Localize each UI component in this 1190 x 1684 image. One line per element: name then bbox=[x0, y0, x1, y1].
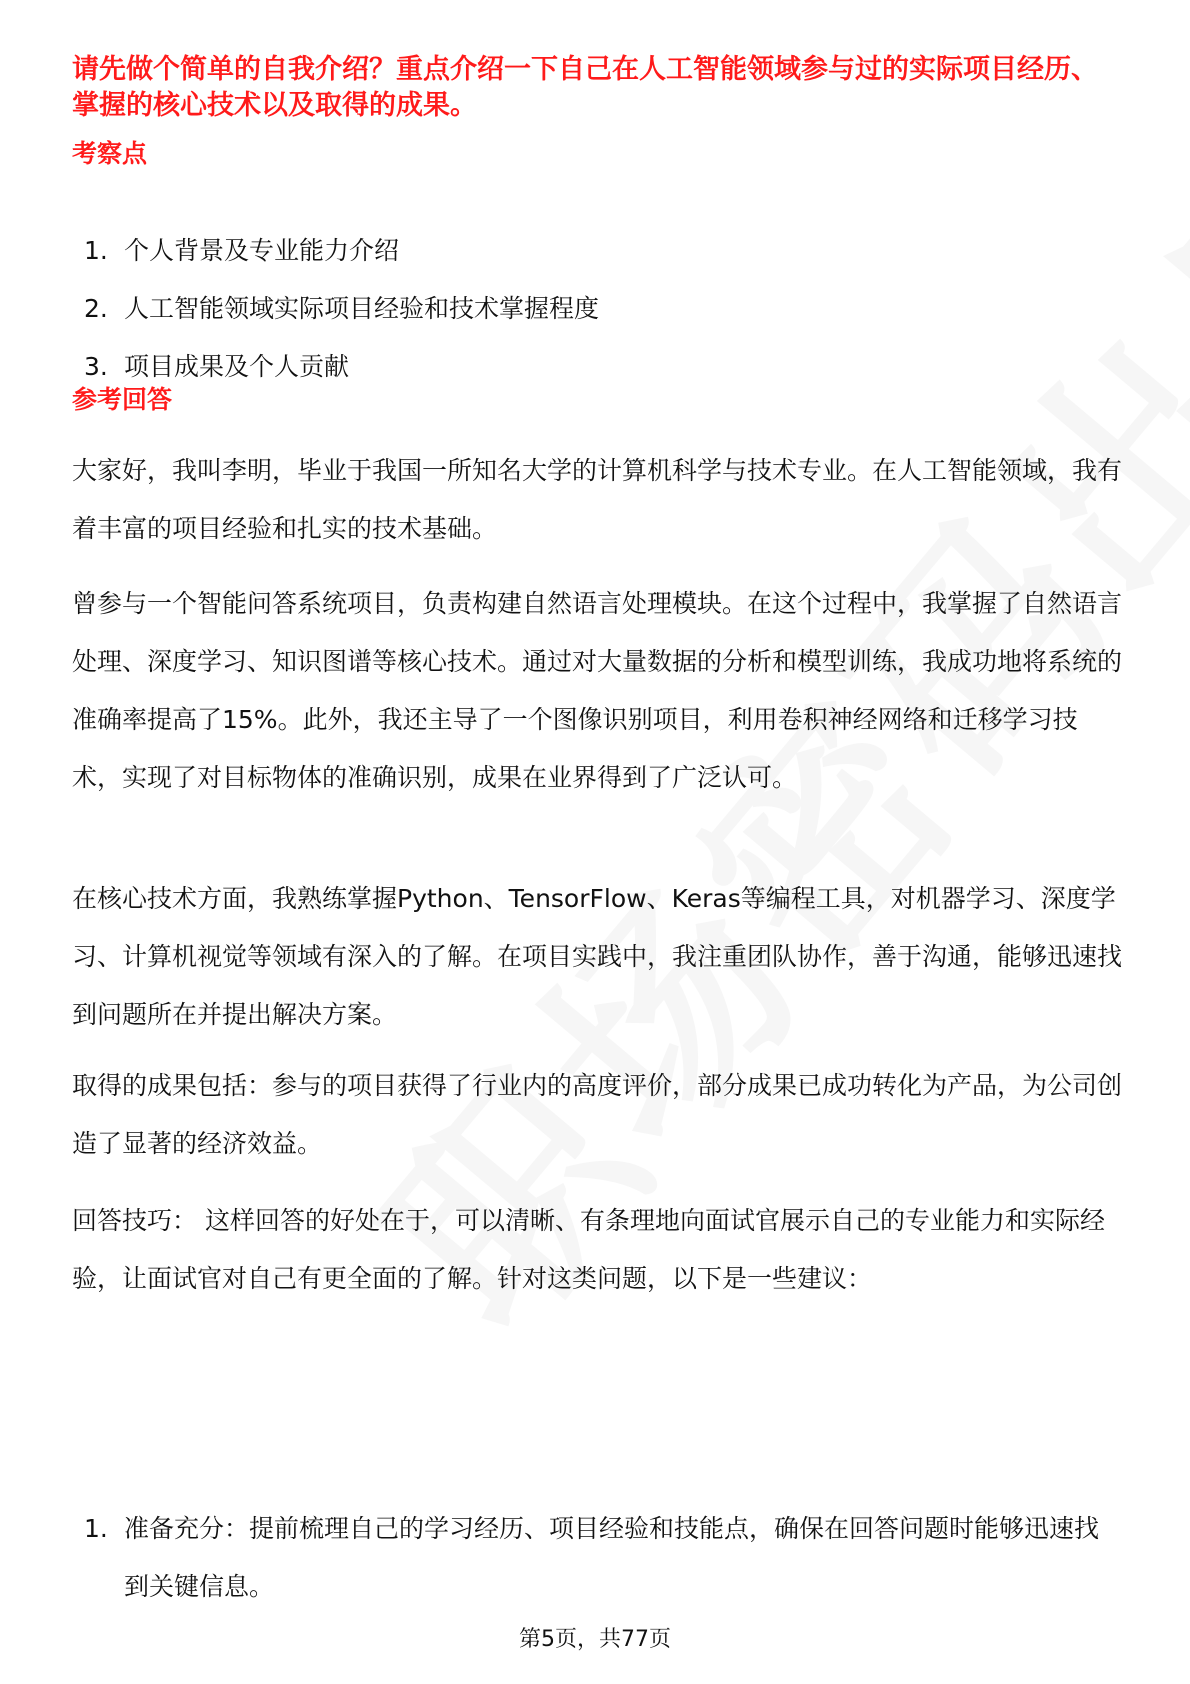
list-item bbox=[72, 1500, 1122, 1616]
list-item-text: 个人背景及专业能力介绍 bbox=[124, 236, 400, 265]
answer-paragraph: 大家好，我叫李明，毕业于我国一所知名大学的计算机科学与技术专业。在人工智能领域，我有着丰富的项目经验和扎实的技术基础。 bbox=[72, 456, 1123, 543]
list-number: 2. bbox=[84, 294, 108, 323]
page-number: 第5页，共77页 bbox=[519, 1627, 671, 1652]
list-number: 3. bbox=[84, 352, 108, 381]
exam-points-title: 考察点 bbox=[72, 139, 148, 168]
list-item-text: 项目成果及个人贡献 bbox=[124, 352, 350, 381]
list-item-text: 准备充分：提前梳理自己的学习经历、项目经验和技能点，确保在回答问题时能够迅速找到关键信息。 bbox=[124, 1514, 1100, 1601]
question-heading: 请先做个简单的自我介绍？重点介绍一下自己在人工智能领域参与过的实际项目经历、掌握的核心技术以及取得的成果。 bbox=[72, 54, 1098, 121]
answer-paragraph: 曾参与一个智能问答系统项目，负责构建自然语言处理模块。在这个过程中，我掌握了自然语言处理、深度学习、知识图谱等核心技术。通过对大量数据的分析和模型训练，我成功地将系统的准确率提高了15%。此外，我还主导了一个图像识别项目，利用卷积神经网络和迁移学习技术，实现了对目标物体的准确识别，成果在业界得到了广泛认可。 bbox=[72, 589, 1123, 792]
list-item bbox=[72, 280, 599, 338]
answer-paragraph: 取得的成果包括：参与的项目获得了行业内的高度评价，部分成果已成功转化为产品，为公司创造了显著的经济效益。 bbox=[72, 1071, 1123, 1158]
answer-tips-paragraph: 回答技巧： 这样回答的好处在于，可以清晰、有条理地向面试官展示自己的专业能力和实际经验，让面试官对自己有更全面的了解。针对这类问题，以下是一些建议： bbox=[72, 1206, 1105, 1293]
list-item bbox=[72, 222, 599, 280]
tips-list bbox=[72, 1500, 1122, 1616]
list-number: 1. bbox=[84, 1514, 108, 1543]
exam-points-list bbox=[72, 222, 599, 396]
list-number: 1. bbox=[84, 236, 108, 265]
reference-answer-title: 参考回答 bbox=[72, 385, 173, 414]
list-item-text: 人工智能领域实际项目经验和技术掌握程度 bbox=[124, 294, 600, 323]
answer-paragraph: 在核心技术方面，我熟练掌握Python、TensorFlow、Keras等编程工具，对机器学习、深度学习、计算机视觉等领域有深入的了解。在项目实践中，我注重团队协作，善于沟通，能够迅速找到问题所在并提出解决方案。 bbox=[72, 884, 1123, 1029]
